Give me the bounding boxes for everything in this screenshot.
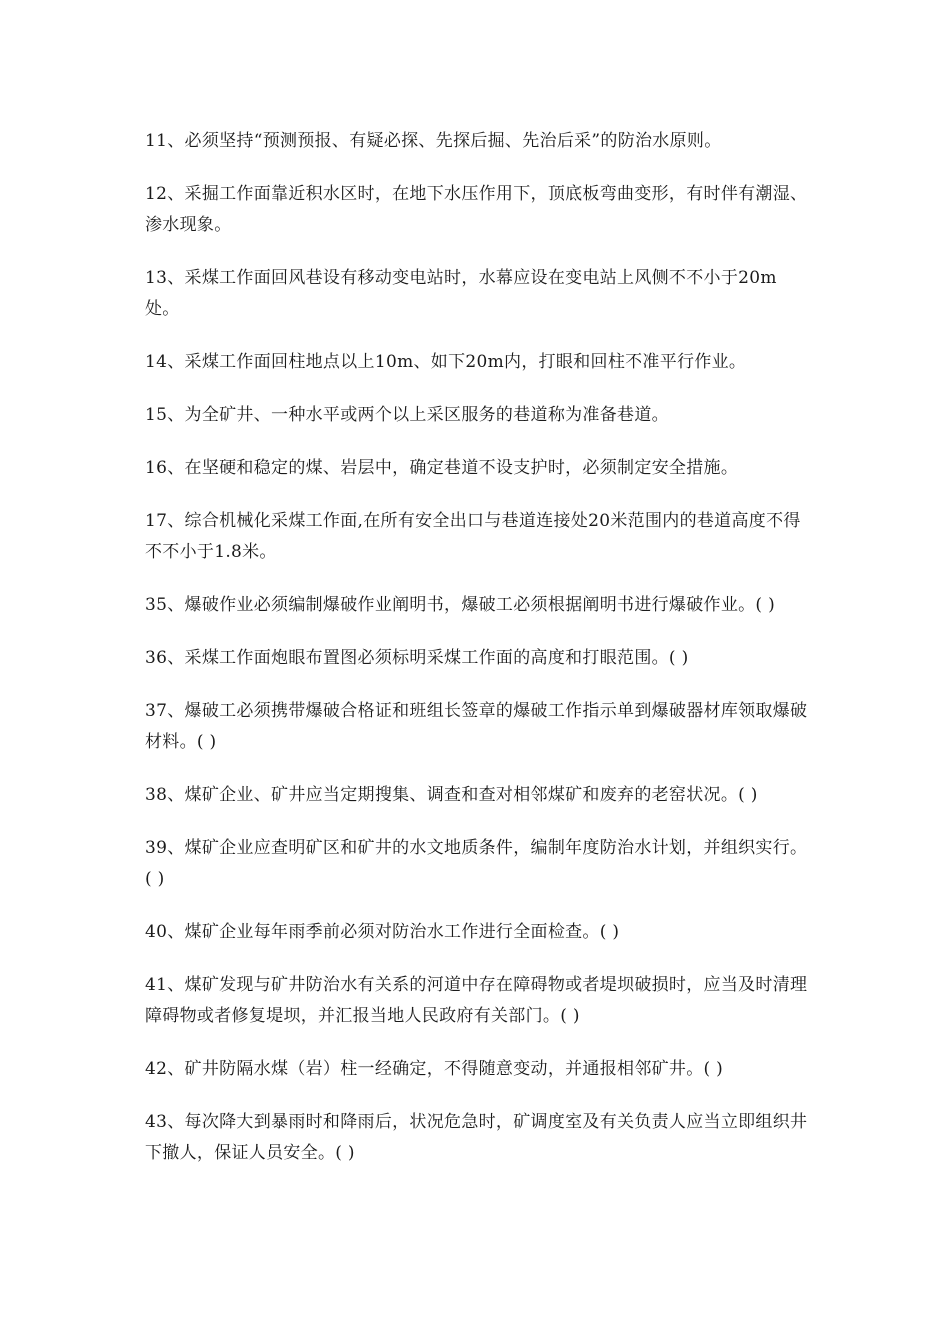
- question-item-17: 17、综合机械化采煤工作面,在所有安全出口与巷道连接处20米范围内的巷道高度不得不不小于1.8米。: [145, 511, 801, 562]
- question-item-13: 13、采煤工作面回风巷设有移动变电站时，水幕应设在变电站上风侧不不小于20m处。: [145, 268, 777, 319]
- question-item-42: 42、矿井防隔水煤（岩）柱一经确定，不得随意变动，并通报相邻矿井。( ): [145, 1059, 724, 1079]
- question-item-11: 11、必须坚持“预测预报、有疑必探、先探后掘、先治后采”的防治水原则。: [145, 131, 722, 151]
- question-item-14: 14、采煤工作面回柱地点以上10m、如下20m内，打眼和回柱不准平行作业。: [145, 352, 747, 372]
- question-item-43: 43、每次降大到暴雨时和降雨后，状况危急时，矿调度室及有关负责人应当立即组织井下撤人，保证人员安全。( ): [145, 1112, 808, 1163]
- question-item-36: 36、采煤工作面炮眼布置图必须标明采煤工作面的高度和打眼范围。( ): [145, 648, 689, 668]
- question-item-38: 38、煤矿企业、矿井应当定期搜集、调查和查对相邻煤矿和废弃的老窑状况。( ): [145, 785, 758, 805]
- question-item-35: 35、爆破作业必须编制爆破作业阐明书，爆破工必须根据阐明书进行爆破作业。( ): [145, 595, 775, 615]
- question-item-37: 37、爆破工必须携带爆破合格证和班组长签章的爆破工作指示单到爆破器材库领取爆破材料。( ): [145, 701, 808, 752]
- question-item-15: 15、为全矿井、一种水平或两个以上采区服务的巷道称为准备巷道。: [145, 405, 669, 425]
- question-item-41: 41、煤矿发现与矿井防治水有关系的河道中存在障碍物或者堤坝破损时，应当及时清理障碍物或者修复堤坝，并汇报当地人民政府有关部门。( ): [145, 975, 808, 1026]
- question-item-39: 39、煤矿企业应查明矿区和矿井的水文地质条件，编制年度防治水计划，并组织实行。( ): [145, 838, 808, 889]
- question-item-16: 16、在坚硬和稳定的煤、岩层中，确定巷道不设支护时，必须制定安全措施。: [145, 458, 739, 478]
- question-list: [145, 126, 810, 1191]
- question-item-12: 12、采掘工作面靠近积水区时，在地下水压作用下，顶底板弯曲变形，有时伴有潮湿、渗水现象。: [145, 184, 808, 235]
- question-item-40: 40、煤矿企业每年雨季前必须对防治水工作进行全面检查。( ): [145, 922, 620, 942]
